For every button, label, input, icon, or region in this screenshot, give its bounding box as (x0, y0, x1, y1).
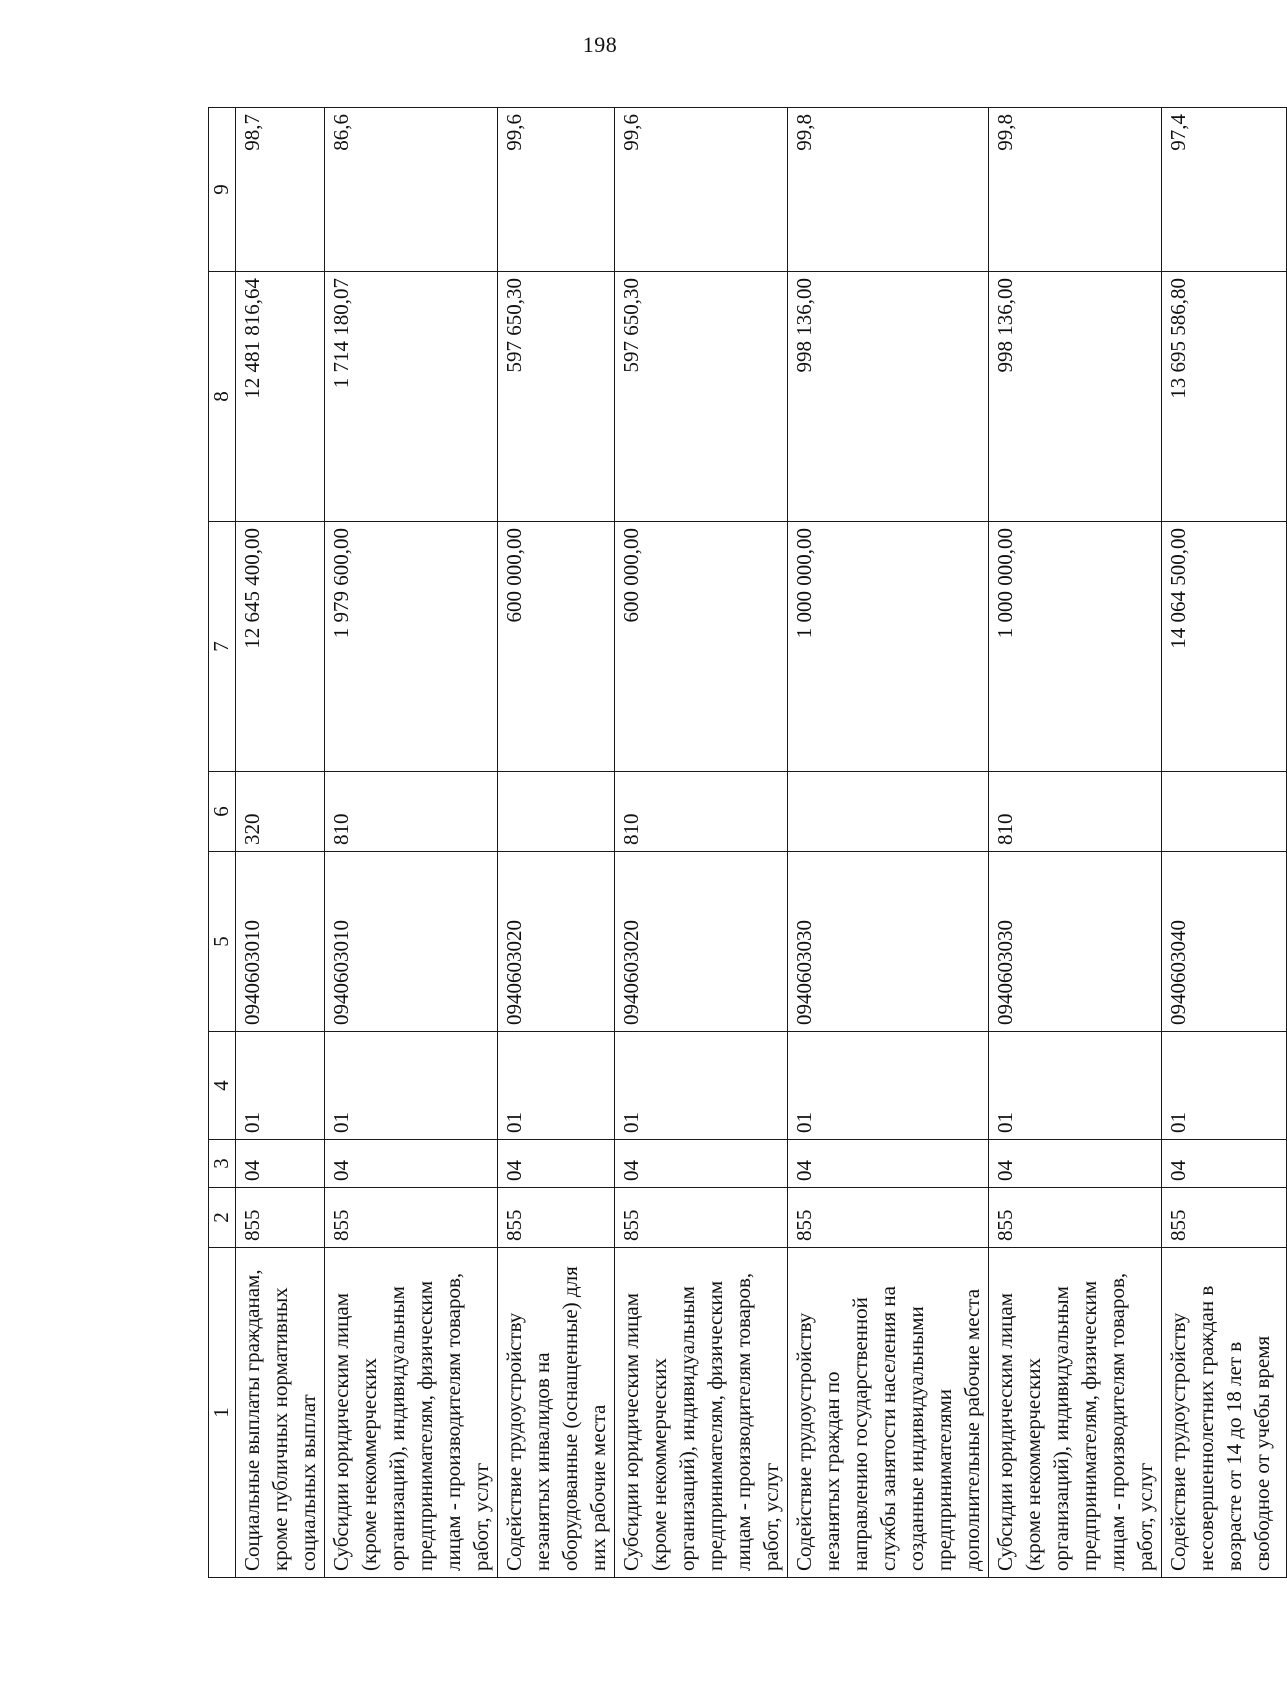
column-header: 9 (209, 108, 236, 272)
subsection-cell: 01 (615, 1032, 788, 1140)
target-article-cell: 0940603020 (498, 852, 615, 1032)
percent-cell: 98,7 (236, 108, 325, 272)
column-header: 6 (209, 772, 236, 852)
planned-amount-cell: 1 000 000,00 (788, 522, 989, 772)
planned-amount-cell: 600 000,00 (498, 522, 615, 772)
planned-amount-cell: 600 000,00 (615, 522, 788, 772)
row-name-cell: Социальные выплаты гражданам, кроме публичных нормативных социальных выплат (236, 1248, 325, 1578)
expense-type-cell (498, 772, 615, 852)
actual-amount-cell: 998 136,00 (788, 272, 989, 522)
subsection-cell: 01 (1162, 1032, 1287, 1140)
section-cell: 04 (325, 1140, 498, 1188)
percent-cell: 99,8 (989, 108, 1162, 272)
admin-code-cell: 855 (989, 1188, 1162, 1248)
target-article-cell: 0940603020 (615, 852, 788, 1032)
expense-type-cell: 320 (236, 772, 325, 852)
target-article-cell: 0940603010 (325, 852, 498, 1032)
planned-amount-cell: 1 979 600,00 (325, 522, 498, 772)
table-row (615, 108, 788, 1578)
column-header: 4 (209, 1032, 236, 1140)
admin-code-cell: 855 (325, 1188, 498, 1248)
planned-amount-cell: 14 064 500,00 (1162, 522, 1287, 772)
percent-cell: 99,6 (498, 108, 615, 272)
actual-amount-cell: 998 136,00 (989, 272, 1162, 522)
header-row (209, 108, 236, 1578)
section-cell: 04 (498, 1140, 615, 1188)
admin-code-cell: 855 (788, 1188, 989, 1248)
row-name-cell: Содействие трудоустройству незанятых граждан по направлению государственной службы занятости населения на созданные индивидуальными предпринимателями дополнительные рабочие места (788, 1248, 989, 1578)
table-row (1162, 108, 1287, 1578)
page-number: 198 (582, 32, 618, 57)
column-header: 3 (209, 1140, 236, 1188)
column-header: 5 (209, 852, 236, 1032)
actual-amount-cell: 597 650,30 (498, 272, 615, 522)
table-row (236, 108, 325, 1578)
expense-type-cell (788, 772, 989, 852)
row-name-cell: Субсидии юридическим лицам (кроме некоммерческих организаций), индивидуальным предпринимателям, физическим лицам - производителям товаров, работ, услуг (325, 1248, 498, 1578)
budget-table (208, 107, 1287, 1578)
section-cell: 04 (788, 1140, 989, 1188)
admin-code-cell: 855 (498, 1188, 615, 1248)
expense-type-cell (1162, 772, 1287, 852)
row-name-cell: Субсидии юридическим лицам (кроме некоммерческих организаций), индивидуальным предпринимателям, физическим лицам - производителям товаров, работ, услуг (615, 1248, 788, 1578)
table-row (788, 108, 989, 1578)
subsection-cell: 01 (236, 1032, 325, 1140)
table-row (989, 108, 1162, 1578)
target-article-cell: 0940603030 (989, 852, 1162, 1032)
admin-code-cell: 855 (236, 1188, 325, 1248)
column-header: 7 (209, 522, 236, 772)
expense-type-cell: 810 (615, 772, 788, 852)
admin-code-cell: 855 (1162, 1188, 1287, 1248)
section-cell: 04 (615, 1140, 788, 1188)
subsection-cell: 01 (325, 1032, 498, 1140)
target-article-cell: 0940603030 (788, 852, 989, 1032)
column-header: 8 (209, 272, 236, 522)
target-article-cell: 0940603040 (1162, 852, 1287, 1032)
section-cell: 04 (1162, 1140, 1287, 1188)
expense-type-cell: 810 (325, 772, 498, 852)
column-header: 2 (209, 1188, 236, 1248)
row-name-cell: Субсидии юридическим лицам (кроме некоммерческих организаций), индивидуальным предпринимателям, физическим лицам - производителям товаров, работ, услуг (989, 1248, 1162, 1578)
column-header: 1 (209, 1248, 236, 1578)
target-article-cell: 0940603010 (236, 852, 325, 1032)
actual-amount-cell: 597 650,30 (615, 272, 788, 522)
table-row (325, 108, 498, 1578)
actual-amount-cell: 13 695 586,80 (1162, 272, 1287, 522)
subsection-cell: 01 (989, 1032, 1162, 1140)
actual-amount-cell: 1 714 180,07 (325, 272, 498, 522)
table-row (498, 108, 615, 1578)
planned-amount-cell: 12 645 400,00 (236, 522, 325, 772)
expense-type-cell: 810 (989, 772, 1162, 852)
rotated-table-container (208, 108, 1274, 1578)
section-cell: 04 (236, 1140, 325, 1188)
actual-amount-cell: 12 481 816,64 (236, 272, 325, 522)
subsection-cell: 01 (498, 1032, 615, 1140)
planned-amount-cell: 1 000 000,00 (989, 522, 1162, 772)
subsection-cell: 01 (788, 1032, 989, 1140)
row-name-cell: Содействие трудоустройству незанятых инвалидов на оборудованные (оснащенные) для них рабочие места (498, 1248, 615, 1578)
admin-code-cell: 855 (615, 1188, 788, 1248)
percent-cell: 86,6 (325, 108, 498, 272)
section-cell: 04 (989, 1140, 1162, 1188)
row-name-cell: Содействие трудоустройству несовершеннолетних граждан в возрасте от 14 до 18 лет в свободное от учебы время (1162, 1248, 1287, 1578)
percent-cell: 99,6 (615, 108, 788, 272)
percent-cell: 99,8 (788, 108, 989, 272)
percent-cell: 97,4 (1162, 108, 1287, 272)
